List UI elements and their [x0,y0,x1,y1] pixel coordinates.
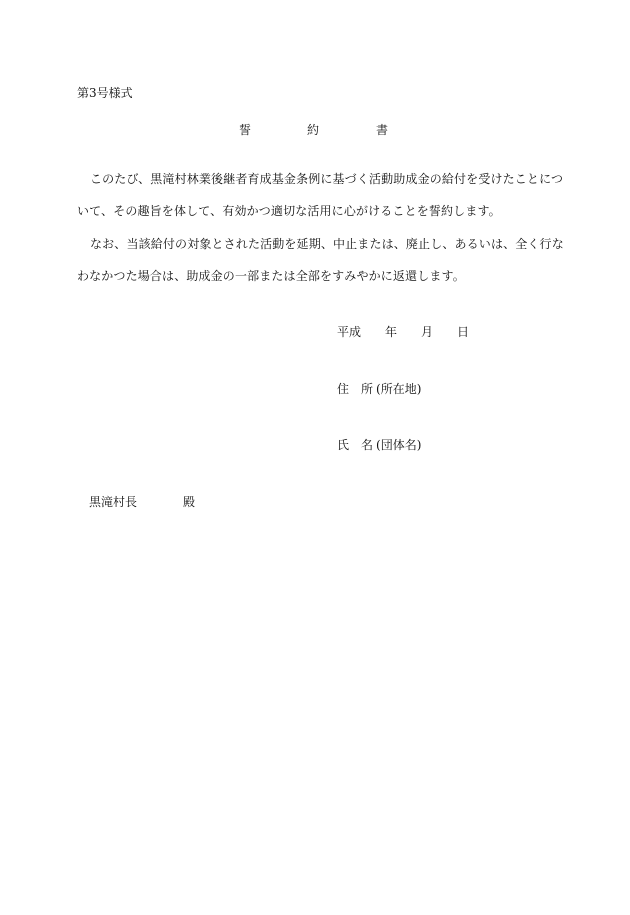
date-month-label: 月 [421,325,434,339]
form-number: 第3号様式 [77,86,133,100]
body-line-2: いて、その趣旨を体して、有効かつ適切な活用に心がけることを誓約します。 [77,204,501,218]
name-field [337,437,421,453]
date-day-label: 日 [457,325,470,339]
body-line-1: このたび、黒滝村林業後継者育成基金条例に基づく活動助成金の給付を受けたことにつ [90,172,564,186]
address-label: 住 所 [337,382,374,396]
date-year-label: 年 [385,325,398,339]
title-char-3: 書 [376,123,389,137]
addressee-honorific: 殿 [183,495,196,509]
date-era: 平成 [337,325,362,339]
body-line-4: わなかつた場合は、助成金の一部または全部をすみやかに返還します。 [77,269,465,283]
name-label: 氏 名 [337,438,374,452]
address-sublabel: (所在地) [376,382,422,396]
document-title [237,122,397,138]
name-sublabel: (団体名) [376,438,422,452]
date-field [337,324,487,340]
addressee-name: 黒滝村長 [89,495,138,509]
body-line-3: なお、当該給付の対象とされた活動を延期、中止または、廃止し、あるいは、全く行な [90,237,564,251]
title-char-1: 誓 [239,123,252,137]
title-char-2: 約 [307,123,320,137]
addressee [89,494,229,510]
address-field [337,381,421,397]
